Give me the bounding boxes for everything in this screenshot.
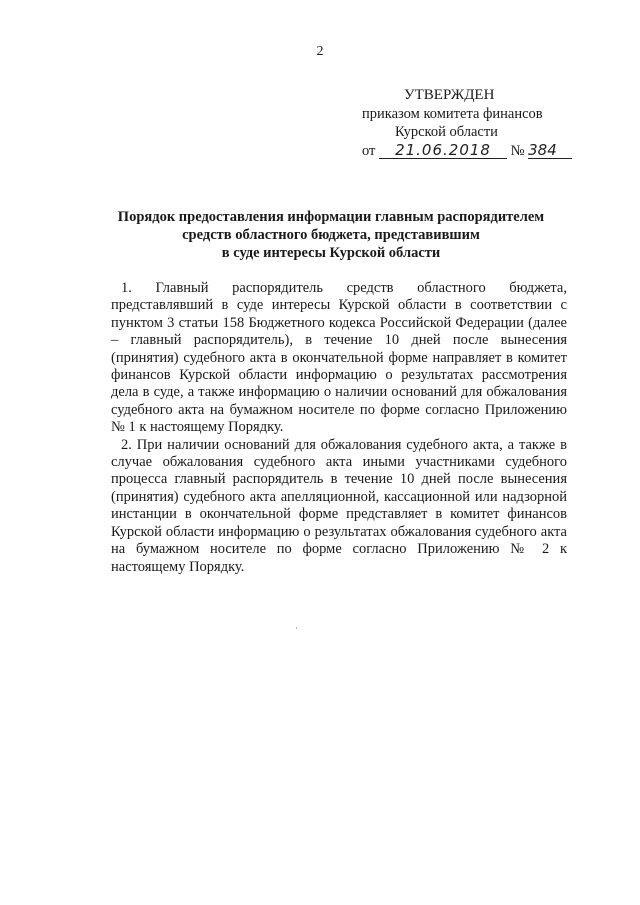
paragraph-1-text: представлявший в суде интересы Курской области в соответствии с пунктом 3 статьи 158 Бюджетного кодекса Российской Федерации (далее – главный распорядитель), в течение 10 дней после вынесения (принятия) судебного акта в окончательной форме направляет в комитет финансов Курской области информацию о результатах рассмотрения дела в суде, а также информацию о наличии оснований для обжалования судебного акта на бумажном носителе по форме согласно Приложению № 1 к настоящему Порядку. <box>111 297 567 436</box>
approval-date-line <box>362 142 602 161</box>
approved-heading: УТВЕРЖДЕН <box>404 87 495 103</box>
title-line-3: в суде интересы Курской области <box>221 245 441 261</box>
page-number: 2 <box>316 44 324 59</box>
title-line-1: Порядок предоставления информации главным распорядителем <box>117 209 545 225</box>
handwritten-number: 384 <box>528 142 572 159</box>
title-line-2: средств областного бюджета, представившим <box>182 227 480 243</box>
paragraph-2: 2. При наличии оснований для обжалования судебного акта, а также в случае обжалования судебного акта иными участниками судебного процесса главный распорядитель в течение 10 дней после вынесения (принятия) судебного акта апелляционной, кассационной или надзорной инстанции в окончательной форме представляет в комитет финансов Курской области информацию о результатах обжалования судебного акта на бумажном носителе по форме согласно Приложению № 2 к настоящему Порядку. <box>111 436 567 575</box>
approval-order-line: приказом комитета финансов <box>362 105 543 122</box>
paragraph-1 <box>111 280 567 437</box>
number-prefix: № <box>510 142 525 159</box>
approval-block <box>362 86 602 160</box>
handwritten-date: 21.06.2018 <box>379 142 507 159</box>
approval-region-line: Курской области <box>395 124 498 140</box>
document-body <box>111 280 567 576</box>
document-title <box>96 208 566 262</box>
paragraph-1-first-line: 1. Главный распорядитель средств областного бюджета, <box>121 280 567 296</box>
scan-speck <box>296 627 297 629</box>
date-prefix: от <box>362 142 376 159</box>
